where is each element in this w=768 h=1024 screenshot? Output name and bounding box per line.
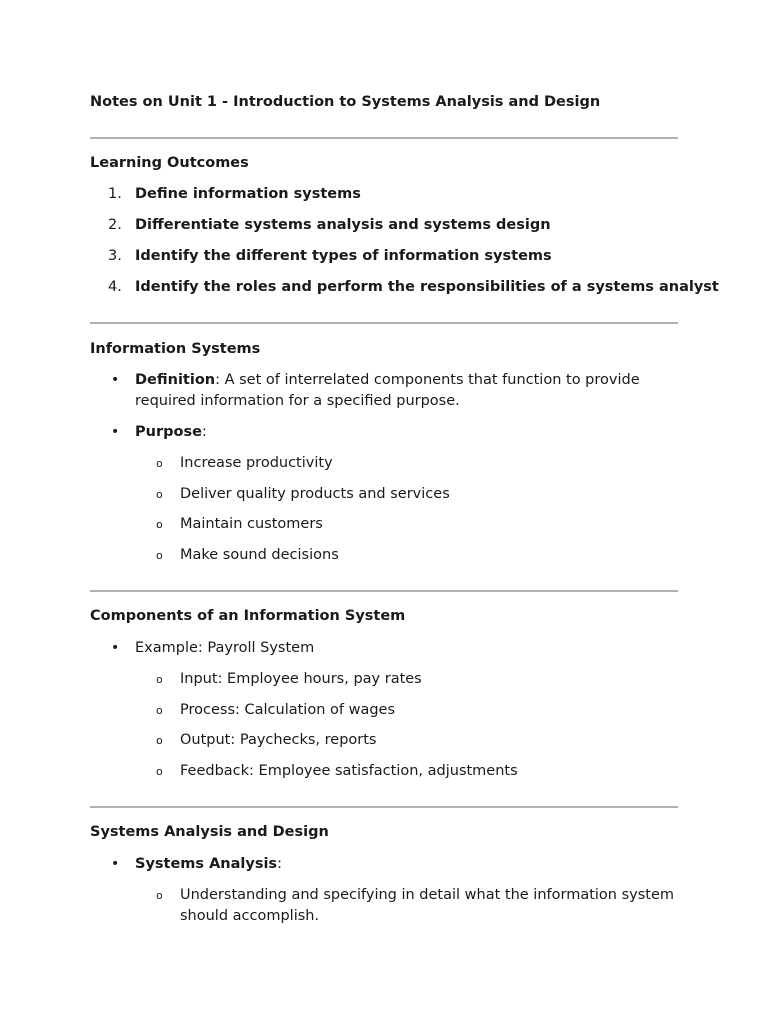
list-number: 4. xyxy=(108,279,122,295)
circle-bullet-icon: o xyxy=(156,549,163,562)
purpose-colon: : xyxy=(201,424,207,440)
circle-bullet-icon: o xyxy=(156,457,163,470)
bullet-icon: • xyxy=(111,640,120,656)
divider xyxy=(90,322,678,324)
information-systems-heading: Information Systems xyxy=(90,341,261,357)
definition-text-continued: required information for a specified purpose. xyxy=(135,393,460,409)
circle-bullet-icon: o xyxy=(156,518,163,531)
component-text: Input: Employee hours, pay rates xyxy=(180,671,422,687)
purpose-label: Purpose xyxy=(135,424,202,440)
list-number: 3. xyxy=(108,248,122,264)
divider xyxy=(90,806,678,808)
circle-bullet-icon: o xyxy=(156,488,163,501)
learning-outcome-text: Identify the roles and perform the responsibilities of a systems analyst xyxy=(135,279,719,295)
learning-outcomes-heading: Learning Outcomes xyxy=(90,155,249,171)
bullet-icon: • xyxy=(111,372,120,388)
circle-bullet-icon: o xyxy=(156,673,163,686)
circle-bullet-icon: o xyxy=(156,734,163,747)
systems-analysis-colon: : xyxy=(277,856,282,872)
sad-heading: Systems Analysis and Design xyxy=(90,824,329,840)
circle-bullet-icon: o xyxy=(156,889,163,902)
learning-outcome-text: Identify the different types of information systems xyxy=(135,248,552,264)
circle-bullet-icon: o xyxy=(156,765,163,778)
components-heading: Components of an Information System xyxy=(90,608,406,624)
learning-outcome-text: Define information systems xyxy=(135,186,361,202)
systems-analysis-text: Understanding and specifying in detail what the information system xyxy=(180,887,675,903)
systems-analysis-label: Systems Analysis xyxy=(135,856,278,872)
purpose-text: Make sound decisions xyxy=(180,547,339,563)
component-text: Feedback: Employee satisfaction, adjustments xyxy=(180,763,518,779)
divider xyxy=(90,137,678,139)
purpose-text: Increase productivity xyxy=(180,455,333,471)
purpose-text: Maintain customers xyxy=(180,516,323,532)
list-number: 1. xyxy=(108,186,122,202)
learning-outcome-text: Differentiate systems analysis and systems design xyxy=(135,217,551,233)
bullet-icon: • xyxy=(111,856,120,872)
definition-text: : A set of interrelated components that function to provide xyxy=(215,372,640,388)
circle-bullet-icon: o xyxy=(156,704,163,717)
component-text: Output: Paychecks, reports xyxy=(180,732,377,748)
systems-analysis-text-continued: should accomplish. xyxy=(180,908,320,924)
bullet-icon: • xyxy=(111,424,120,440)
component-text: Process: Calculation of wages xyxy=(180,702,396,718)
divider xyxy=(90,590,678,592)
purpose-text: Deliver quality products and services xyxy=(180,486,450,502)
definition-label: Definition xyxy=(135,372,216,388)
list-number: 2. xyxy=(108,217,122,233)
example-text: Example: Payroll System xyxy=(135,640,315,656)
document-title: Notes on Unit 1 - Introduction to Systems Analysis and Design xyxy=(90,94,601,110)
